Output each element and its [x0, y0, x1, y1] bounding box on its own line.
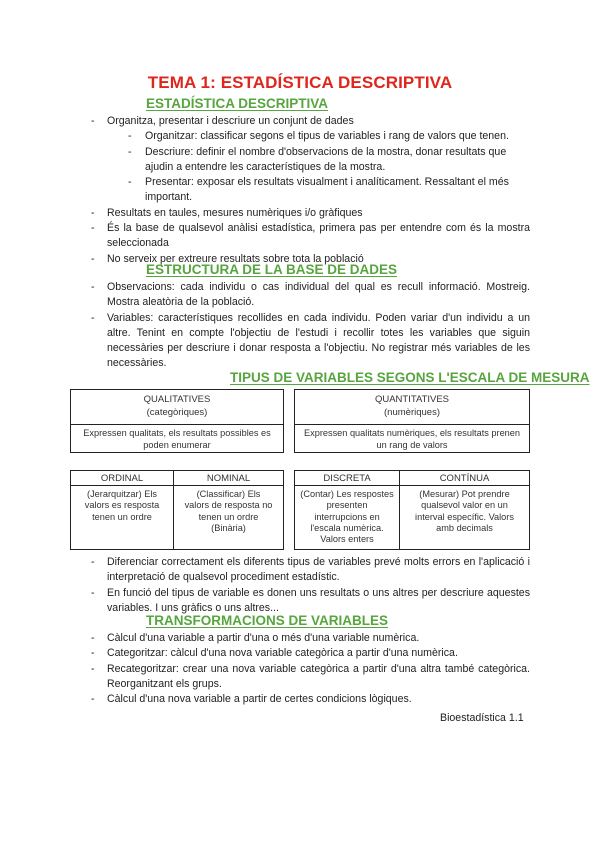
discreta-description: (Contar) Les respostes presenten interrupcions en l'escala numèrica. Valors enters [300, 489, 394, 545]
qualitatives-subtitle: (categòriques) [146, 407, 208, 418]
section3-list [0, 555, 600, 616]
list-item: - Categoritzar: càlcul d'una nova variable categòrica a partir d'una numèrica. [0, 646, 600, 661]
discreta-cell [295, 471, 399, 549]
ordinal-description: (Jerarquitzar) Els valors es resposta tenen un ordre [84, 489, 160, 522]
list-item: - Càlcul d'una variable a partir d'una o més d'una variable numèrica. [0, 631, 600, 646]
qualitatives-box [70, 389, 284, 453]
ordinal-cell [71, 471, 173, 549]
quantitatives-box [294, 389, 530, 453]
section4-list [0, 631, 600, 707]
nominal-description: (Classificar) Els valors de resposta no tenen un ordre (Binària) [184, 489, 273, 533]
section-heading-tipus-variables: TIPUS DE VARIABLES SEGONS L'ESCALA DE MESURA [230, 370, 590, 385]
discreta-title: DISCRETA [295, 471, 399, 486]
list-item: - Variables: característiques recollides en cada individu. Poden variar d'un individu a un altre. Tenint en compte l'objectiu de l'estudi i recollir totes les variables que siguin necessàries per descriure i donar resposta a l'objectiu. No registrar més variables de les necessàries. [0, 311, 600, 372]
section1-list [0, 114, 600, 267]
list-item: - Organitza, presentar i descriure un conjunt de dades [0, 114, 600, 129]
list-item: - Resultats en taules, mesures numèriques i/o gràfiques [0, 206, 600, 221]
list-item: - No serveix per extreure resultats sobre tota la població [0, 252, 600, 267]
qualitative-types-box [70, 470, 284, 550]
section2-list [0, 280, 600, 372]
continua-cell [399, 471, 529, 549]
continua-description: (Mesurar) Pot prendre qualsevol valor en un interval específic. Valors amb decimals [415, 489, 514, 533]
sub-list-item: - Descriure: definir el nombre d'observacions de la mostra, donar resultats que ajudin a entendre les característiques de la mostra. [0, 145, 600, 176]
list-item: - Observacions: cada individu o cas individual del qual es recull informació. Mostreig. Mostra aleatòria de la població. [0, 280, 600, 311]
page-footer: Bioestadística 1.1 [440, 712, 524, 724]
list-item: - Càlcul d'una nova variable a partir de certes condicions lògiques. [0, 692, 600, 707]
sub-list-item: - Presentar: exposar els resultats visualment i analíticament. Ressaltant el més important. [0, 175, 600, 206]
page-title: TEMA 1: ESTADÍSTICA DESCRIPTIVA [147, 73, 453, 92]
divider [295, 424, 529, 425]
quantitatives-title: QUANTITATIVES [374, 394, 450, 405]
quantitative-types-box [294, 470, 530, 550]
qualitatives-description: Expressen qualitats, els resultats possibles es poden enumerar [83, 428, 271, 450]
list-item: - En funció del tipus de variable es donen uns resultats o uns altres per descriure aquestes variables. I uns gràfics o uns altres... [0, 586, 600, 617]
section-heading-estadistica-descriptiva: ESTADÍSTICA DESCRIPTIVA [146, 96, 329, 111]
quantitatives-subtitle: (numèriques) [384, 407, 440, 418]
quantitatives-description: Expressen qualitats numèriques, els resultats prenen un rang de valors [303, 428, 521, 450]
nominal-title: NOMINAL [174, 471, 283, 486]
continua-title: CONTÍNUA [400, 471, 529, 486]
list-item: - Recategoritzar: crear una nova variable categòrica a partir d'una altra també categòrica. Reorganitzant els grups. [0, 662, 600, 693]
sub-list-item: - Organitzar: classificar segons el tipus de variables i rang de valors que tenen. [0, 129, 600, 144]
ordinal-title: ORDINAL [71, 471, 173, 486]
divider [71, 424, 283, 425]
section-heading-transformacions: TRANSFORMACIONS DE VARIABLES [146, 613, 389, 628]
section-heading-estructura-base-dades: ESTRUCTURA DE LA BASE DE DADES [146, 262, 398, 277]
list-item: - Diferenciar correctament els diferents tipus de variables prevé molts errors en l'aplicació i interpretació de qualsevol procediment estadístic. [0, 555, 600, 586]
nominal-cell [173, 471, 283, 549]
list-item: - És la base de qualsevol anàlisi estadística, primera pas per entendre com és la mostra seleccionada [0, 221, 600, 252]
qualitatives-title: QUALITATIVES [143, 394, 211, 405]
